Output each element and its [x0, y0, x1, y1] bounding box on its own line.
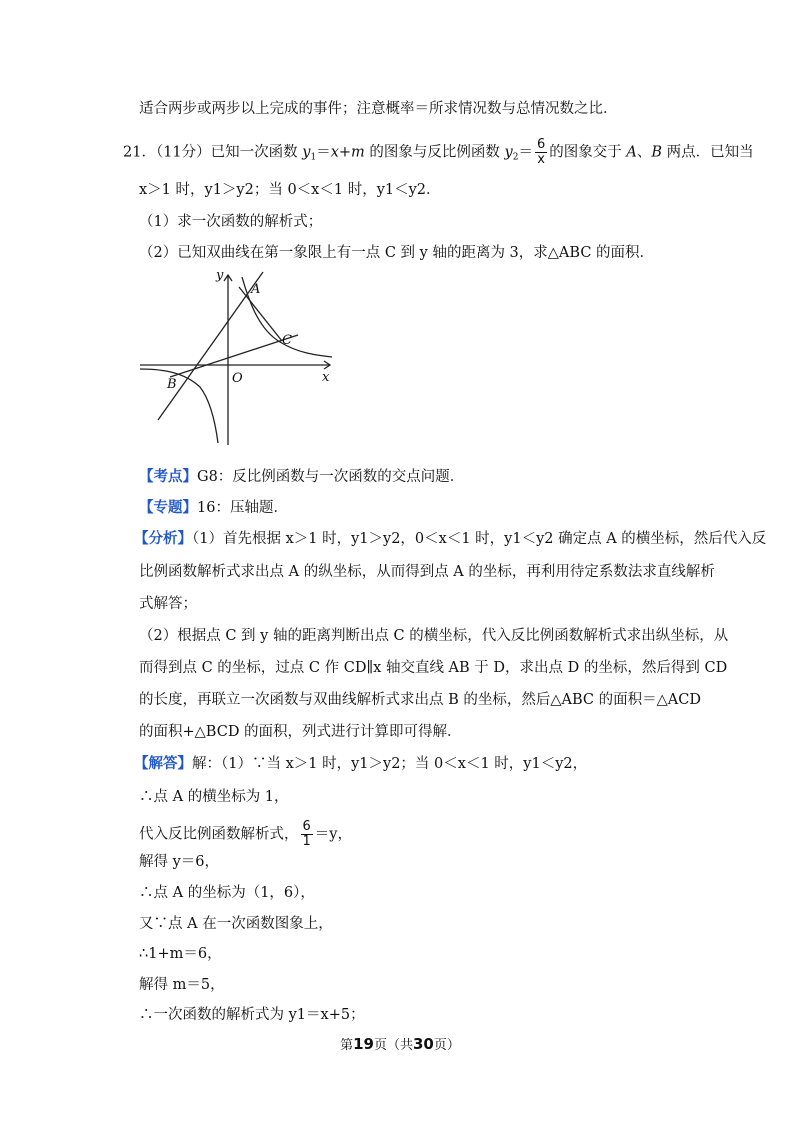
y1-sub: 1 — [310, 152, 317, 163]
fraction-denominator: x — [537, 152, 545, 167]
footer-page-number: 19 — [353, 1035, 374, 1053]
kaodian-tag: 【考点】 — [139, 468, 197, 485]
question-text-2: 的图象与反比例函数 — [364, 144, 505, 161]
fenxi-tag: 【分析】 — [134, 530, 192, 547]
question-21-line-2: x＞1 时，y1＞y2；当 0＜x＜1 时，y1＜y2． — [139, 182, 441, 198]
jieda-line-2: ∴点 A 的横坐标为 1， — [139, 789, 289, 805]
jieda-line-9: ∴一次函数的解析式为 y1＝x+5； — [139, 1007, 365, 1023]
fenxi-line-3: 式解答； — [139, 596, 197, 612]
fenxi-line-7: 的面积+△BCD 的面积，列式进行计算即可得解． — [139, 724, 462, 740]
fenxi-line-1 — [134, 529, 766, 549]
footer-pre: 第 — [340, 1038, 354, 1053]
fenxi-line-5: 而得到点 C 的坐标，过点 C 作 CD∥x 轴交直线 AB 于 D，求出点 D 的坐标，然后得到 CD — [139, 660, 728, 676]
fraction-numerator: 6 — [536, 137, 546, 152]
hyperbola-branch-third-quadrant — [140, 369, 218, 443]
graph-label-b: B — [167, 377, 177, 392]
fraction-6-over-1 — [301, 820, 313, 849]
jieda-tag: 【解答】 — [134, 755, 192, 772]
graph-label-o: O — [232, 371, 243, 386]
jieda-line-6: 又∵点 A 在一次函数图象上， — [139, 916, 333, 932]
y2-var: y — [504, 144, 513, 161]
point-b-label: B — [651, 144, 662, 161]
line-ac — [239, 287, 282, 341]
jieda-text-3b: ＝y， — [314, 826, 352, 843]
question-21-part-1: （1）求一次函数的解析式； — [139, 214, 323, 230]
question-text-1: 已知一次函数 — [210, 144, 303, 161]
graph-label-x: x — [322, 370, 330, 385]
separator: 、 — [636, 144, 652, 161]
function-graph — [140, 265, 340, 450]
fraction-denominator-1: 1 — [302, 834, 311, 849]
y2-sub: 2 — [512, 152, 519, 163]
question-21-line-1 — [123, 138, 754, 168]
question-text-4: 两点．已知当 — [661, 144, 754, 161]
jieda-line-7: ∴1+m＝6， — [139, 946, 222, 962]
zhuanti-text: 16：压轴题． — [197, 500, 288, 516]
fenxi-line-6: 的长度，再联立一次函数与双曲线解析式求出点 B 的坐标，然后△ABC 的面积＝△ACD — [139, 692, 701, 708]
text-line-top: 适合两步或两步以上完成的事件；注意概率＝所求情况数与总情况数之比． — [139, 101, 618, 117]
fenxi-line-4: （2）根据点 C 到 y 轴的距离判断出点 C 的横坐标，代入反比例函数解析式求出纵坐标，从 — [139, 628, 729, 644]
equals-sign-2: ＝ — [518, 144, 533, 161]
question-text-3: 的图象交于 — [549, 144, 627, 161]
question-number: 21． — [123, 144, 156, 161]
page-footer — [0, 1034, 800, 1053]
jieda-text-3a: 代入反比例函数解析式， — [139, 826, 299, 843]
footer-post: 页） — [433, 1038, 460, 1053]
equals-sign: ＝ — [316, 144, 331, 161]
question-score: （11分） — [155, 144, 211, 161]
fenxi-line-2: 比例函数解析式求出点 A 的纵坐标，从而得到点 A 的坐标，再利用待定系数法求直线解析 — [139, 564, 715, 580]
jieda-line-5: ∴点 A 的坐标为（1，6）， — [139, 885, 315, 901]
graph-label-c: C — [282, 333, 292, 348]
point-a-label: A — [626, 144, 637, 161]
kaodian-line — [139, 467, 464, 487]
x-plus-m: x+m — [330, 144, 365, 161]
graph-label-a: A — [251, 282, 261, 297]
jieda-line-1 — [134, 754, 587, 774]
jieda-text-1: 解：（1）∵当 x＞1 时，y1＞y2；当 0＜x＜1 时，y1＜y2， — [192, 756, 588, 772]
footer-total-pages: 30 — [413, 1035, 434, 1053]
zhuanti-line — [139, 498, 288, 518]
fenxi-text-1: （1）首先根据 x＞1 时，y1＞y2，0＜x＜1 时，y1＜y2 确定点 A 的横坐标，然后代入反 — [192, 531, 767, 547]
footer-mid: 页（共 — [373, 1038, 413, 1053]
jieda-line-8: 解得 m＝5， — [139, 977, 225, 993]
graph-label-y: y — [216, 268, 224, 283]
fraction-numerator-6: 6 — [302, 819, 311, 834]
zhuanti-tag: 【专题】 — [139, 499, 197, 516]
y1-var: y — [302, 144, 311, 161]
question-21-part-2: （2）已知双曲线在第一象限上有一点 C 到 y 轴的距离为 3，求△ABC 的面积． — [139, 245, 655, 261]
kaodian-text: G8：反比例函数与一次函数的交点问题． — [197, 469, 465, 485]
jieda-line-3 — [139, 820, 352, 849]
fraction-6-over-x — [535, 138, 547, 167]
jieda-line-4: 解得 y＝6， — [139, 854, 220, 870]
